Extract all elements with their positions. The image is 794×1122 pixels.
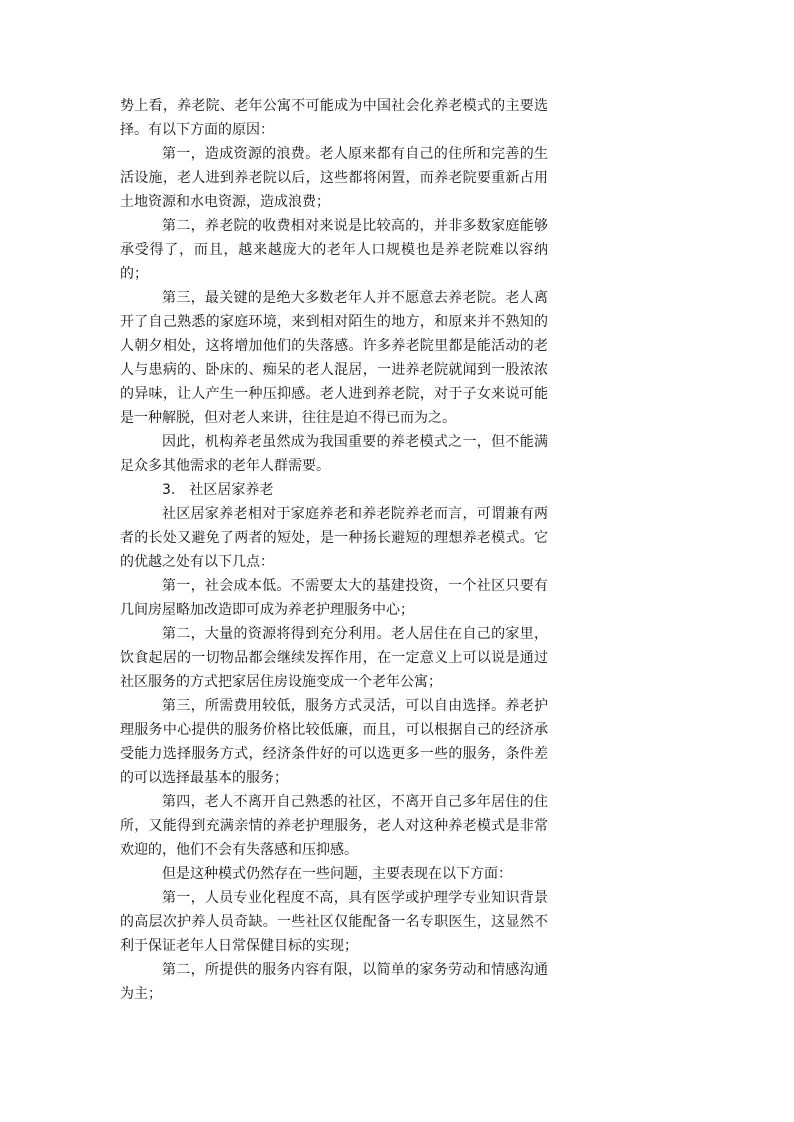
paragraph: 因此，机构养老虽然成为我国重要的养老模式之一，但不能满足众多其他需求的老年人群需要。 <box>120 434 548 474</box>
paragraph: 第一，造成资源的浪费。老人原来都有自己的住所和完善的生活设施，老人进到养老院以后，这些都将闲置，而养老院要重新占用土地资源和水电资源，造成浪费； <box>120 146 548 210</box>
paragraph: 第四，老人不离开自己熟悉的社区，不离开自己多年居住的住所，又能得到充满亲情的养老护理服务，老人对这种养老模式是非常欢迎的，他们不会有失落感和压抑感。 <box>120 794 548 858</box>
paragraph: 第三，所需费用较低，服务方式灵活，可以自由选择。养老护理服务中心提供的服务价格比较低廉，而且，可以根据自己的经济承受能力选择服务方式，经济条件好的可以选更多一些的服务，条件差的可以选择最基本的服务； <box>120 698 548 786</box>
paragraph: 社区居家养老相对于家庭养老和养老院养老而言，可谓兼有两者的长处又避免了两者的短处，是一种扬长避短的理想养老模式。它的优越之处有以下几点： <box>120 506 548 570</box>
paragraph: 但是这种模式仍然存在一些问题，主要表现在以下方面： <box>162 866 512 882</box>
section-heading: 3. 社区居家养老 <box>162 482 274 498</box>
paragraph: 第三，最关键的是绝大多数老年人并不愿意去养老院。老人离开了自己熟悉的家庭环境，来到相对陌生的地方，和原来并不熟知的人朝夕相处，这将增加他们的失落感。许多养老院里都是能活动的老人与患病的、卧床的、痴呆的老人混居，一进养老院就闻到一股浓浓的异味，让人产生一种压抑感。老人进到养老院，对于子女来说可能是一种解脱，但对老人来讲，往往是迫不得已而为之。 <box>120 290 548 426</box>
paragraph: 势上看，养老院、老年公寓不可能成为中国社会化养老模式的主要选择。有以下方面的原因： <box>120 98 548 138</box>
paragraph: 第一，人员专业化程度不高，具有医学或护理学专业知识背景的高层次护养人员奇缺。一些社区仅能配备一名专职医生，这显然不利于保证老年人日常保健目标的实现； <box>120 890 548 954</box>
paragraph: 第二，所提供的服务内容有限，以简单的家务劳动和情感沟通为主； <box>120 962 548 1002</box>
paragraph: 第二，大量的资源将得到充分利用。老人居住在自己的家里，饮食起居的一切物品都会继续发挥作用，在一定意义上可以说是通过社区服务的方式把家居住房设施变成一个老年公寓； <box>120 626 548 690</box>
paragraph: 第一，社会成本低。不需要太大的基建投资，一个社区只要有几间房屋略加改造即可成为养老护理服务中心； <box>120 578 548 618</box>
paragraph: 第二，养老院的收费相对来说是比较高的，并非多数家庭能够承受得了，而且，越来越庞大的老年人口规模也是养老院难以容纳的； <box>120 218 548 282</box>
document-body <box>120 94 548 1006</box>
